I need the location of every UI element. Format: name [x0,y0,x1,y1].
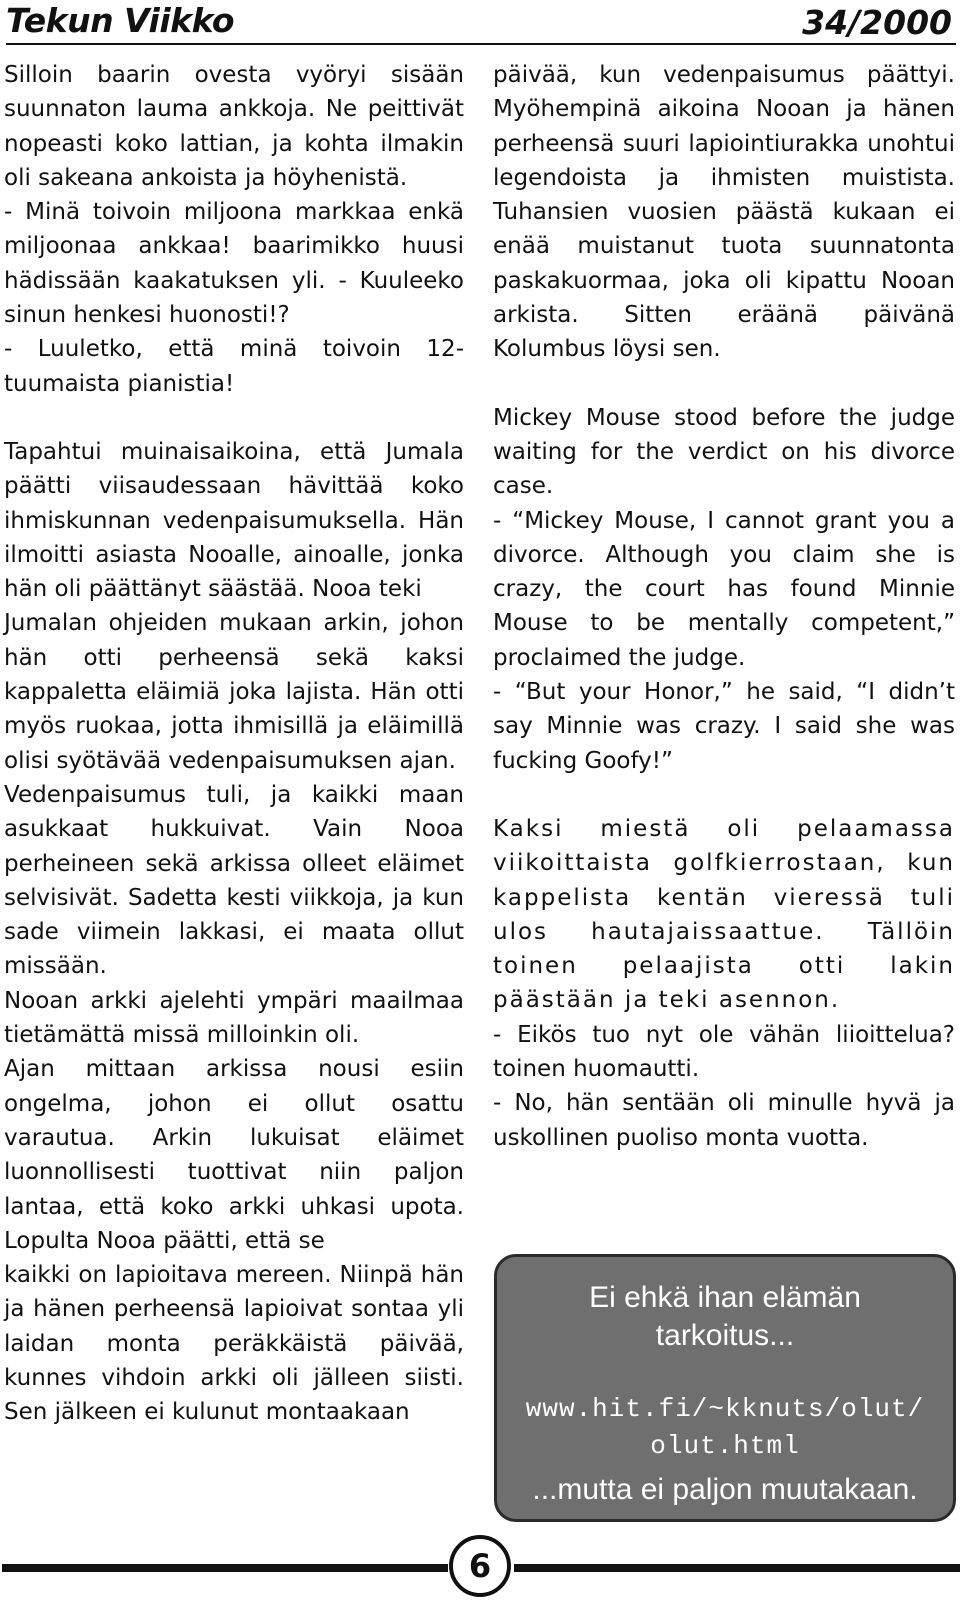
paragraph: Tapahtui muinaisaikoina, että Jumala päätti viisaudessaan hävittää koko ihmiskunnan vedenpaisumuksella. Hän ilmoitti asiasta Nooalle, ainoalle, jonka hän oli päättänyt säästää. Nooa teki [4,438,464,603]
paragraph: Silloin baarin ovesta vyöryi sisään suunnaton lauma ankkoja. Ne peittivät nopeasti koko lattian, ja kohta ilmakin oli sakeana ankoista ja höyhenistä. [4,62,464,191]
header-divider [6,43,956,45]
paragraph: Ajan mittaan arkissa nousi esiin ongelma, johon ei ollut osattu varautua. Arkin lukuisat eläimet luonnollisesti tuottivat niin paljon lantaa, että koko arkki uhkasi upota. Lopulta Nooa päätti, että se [4,1056,464,1254]
callout-link[interactable]: www.hit.fi/~kknuts/olut/ olut.html [525,1394,925,1461]
callout-footer: ...mutta ei paljon muutakaan. [532,1473,918,1506]
paragraph: - Minä toivoin miljoona markkaa enkä miljoonaa ankkaa! baarimikko huusi hädissään kaakatuksen yli. - Kuuleeko sinun henkesi huonosti!? [4,199,464,329]
paragraph: Kaksi miestä oli pelaamassa viikoittaista golfkierrostaan, kun kappelista kentän vieressä tuli ulos hautajaissaattue. Tällöin toinen pelaajista otti lakin päästään ja teki asennon. [493,815,955,1014]
footer-divider-right [514,1564,960,1572]
newsletter-title: Tekun Viikko [6,1,235,40]
left-column [4,58,464,1430]
paragraph: - Luuletko, että minä toivoin 12-tuumaista pianistia! [4,336,464,397]
paragraph: Nooan arkki ajelehti ympäri maailmaa tietämättä missä milloinkin oli. [4,987,464,1049]
paragraph: - No, hän sentään oli minulle hyvä ja uskollinen puoliso monta vuotta. [493,1090,955,1151]
page-number-badge: 6 [449,1535,511,1597]
right-column [493,58,955,1155]
footer-divider-left [2,1564,448,1572]
paragraph: päivää, kun vedenpaisumus päättyi. Myöhempinä aikoina Nooan ja hänen perheensä suuri lapiointiurakka unohtui legendoista ja ihmisten muistista. Tuhansien vuosien päästä kukaan ei enää muistanut tuota suunnatonta paskakuormaa, joka oli kipattu Nooan arkista. Sitten eräänä päivänä Kolumbus löysi sen. [493,62,955,363]
paragraph: - Eikös tuo nyt ole vähän liioittelua? toinen huomautti. [493,1021,955,1083]
paragraph: - “But your Honor,” he said, “I didn’t say Minnie was crazy. I said she was fucking Goofy!” [493,679,955,774]
paragraph: Mickey Mouse stood before the judge waiting for the verdict on his divorce case. [493,404,955,500]
paragraph: kaikki on lapioitava mereen. Niinpä hän ja hänen perheensä lapioivat sontaa yli laidan monta peräkkäistä päivää, kunnes vihdoin arkki oli jälleen siisti. Sen jälkeen ei kulunut montaakaan [4,1262,464,1426]
callout-title: Ei ehkä ihan elämän tarkoitus... [589,1281,861,1352]
paragraph: Vedenpaisumus tuli, ja kaikki maan asukkaat hukkuivat. Vain Nooa perheineen sekä arkissa olleet eläimet selvisivät. Sadetta kesti viikkoja, ja kun sade viimein lakkasi, ei maata ollut missään. [4,781,464,980]
paragraph: Jumalan ohjeiden mukaan arkin, johon hän otti perheensä sekä kaksi kappaletta eläimiä joka lajista. Hän otti myös ruokaa, jotta ihmisillä ja eläimillä olisi syötävää vedenpaisumuksen ajan. [4,610,464,774]
paragraph: - “Mickey Mouse, I cannot grant you a divorce. Although you claim she is crazy, the court has found Minnie Mouse to be mentally competent,” proclaimed the judge. [493,507,955,671]
callout-box [494,1254,956,1522]
issue-number: 34/2000 [802,3,952,42]
